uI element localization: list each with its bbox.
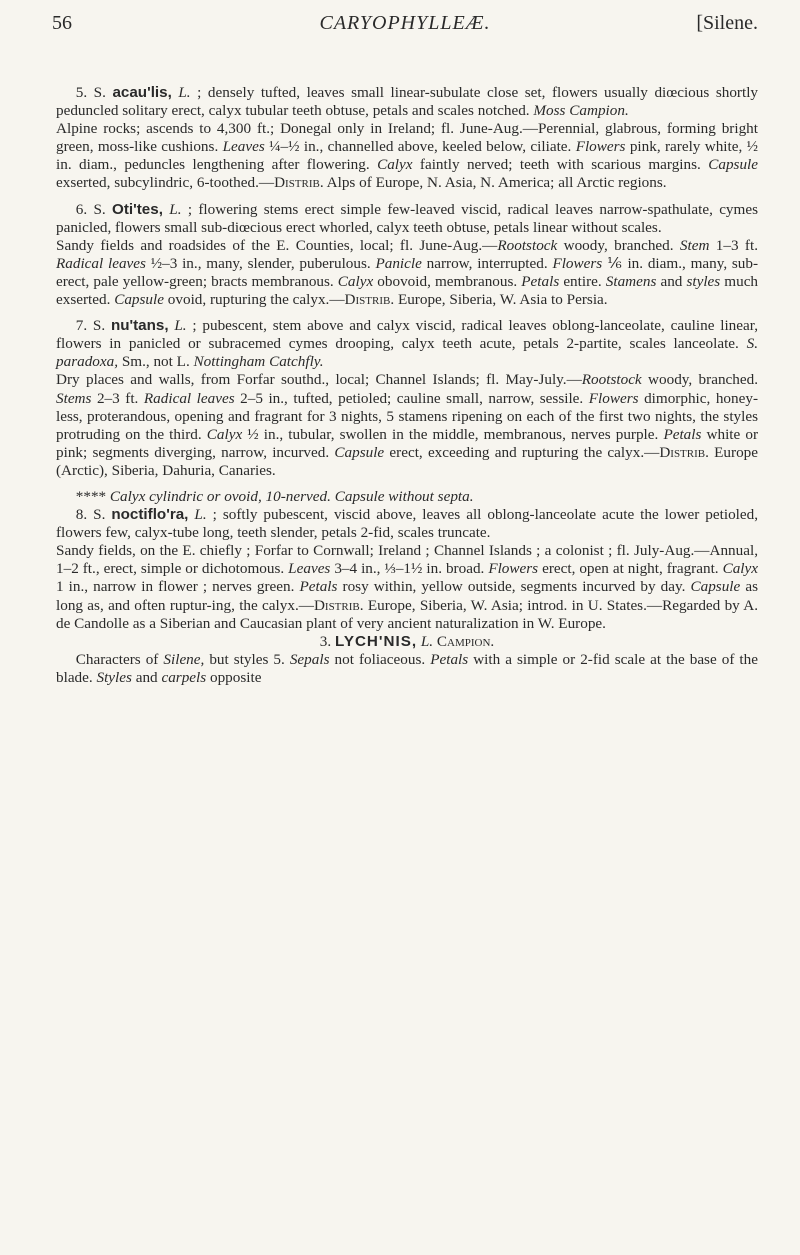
- distrib-text: Europe (Arctic), Siberia, Dahuria, Canaries.: [56, 443, 759, 479]
- species-6-entry: [56, 201, 758, 237]
- group-stars: ****: [75, 487, 107, 505]
- species-name: acau'lis,: [112, 84, 172, 101]
- genus-text-6: opposite: [206, 668, 262, 686]
- label-radical-leaves: Radical leaves: [143, 389, 235, 407]
- label-flowers: Flowers: [588, 389, 639, 407]
- common-name: Moss Campion.: [533, 102, 629, 120]
- species-8-details: [56, 542, 758, 632]
- label-capsule: Capsule: [114, 291, 164, 309]
- rootstock-text: woody, branched.: [641, 371, 758, 389]
- genus-description: [56, 651, 758, 687]
- label-flowers: Flowers: [575, 138, 626, 156]
- group-heading: [56, 488, 758, 506]
- label-rootstock: Rootstock: [581, 371, 642, 389]
- distrib-text: Europe, Siberia, W. Asia to Persia.: [394, 291, 608, 309]
- stem-text: 1–3 ft.: [709, 236, 758, 254]
- running-title: CARYOPHYLLEÆ.: [319, 12, 491, 34]
- species-author: L.: [178, 84, 191, 101]
- synonym-tail: Sm., not L.: [118, 353, 190, 371]
- petals-text: rosy within, yellow outside, segments incurved by day.: [337, 578, 686, 596]
- distrib-label: Distrib.: [313, 596, 364, 614]
- petals-text: white or pink; segments diverging, narrow, incurved.: [56, 425, 759, 461]
- genus-author: L.: [420, 632, 434, 650]
- habitat-text: Dry places and walls, from Forfar southd., local; Channel Islands; fl. May-July.—: [56, 371, 582, 389]
- rootstock-text: woody, branched.: [557, 236, 674, 254]
- species-number: 7. S.: [75, 317, 106, 335]
- flowers-text: erect, open at night, fragrant.: [538, 560, 719, 578]
- panicle-text: narrow, interrupted.: [421, 254, 548, 272]
- distrib-text: Europe, Siberia, W. Asia; introd. in U. States.—Regarded by A. de Candolle as a Siberian and Caucasian plant of very ancient naturalization in W. Europe.: [56, 596, 758, 632]
- label-panicle: Panicle: [375, 254, 422, 272]
- species-8-entry: [56, 506, 758, 542]
- label-silene: Silene,: [163, 650, 205, 668]
- label-stamens: Stamens: [605, 272, 657, 290]
- species-description: ; densely tufted, leaves small linear-subulate close set, flowers usually diœcious shortly peduncled solitary erect, calyx tubular teeth obtuse, petals and scales notched.: [56, 84, 759, 120]
- label-sepals: Sepals: [289, 650, 330, 668]
- genus-text-3: not foliaceous.: [329, 650, 431, 668]
- genus-heading: [56, 633, 758, 651]
- species-author: L.: [169, 200, 182, 218]
- species-6-details: [56, 237, 758, 309]
- label-petals: Petals: [430, 650, 469, 668]
- label-radical-leaves: Radical leaves: [56, 254, 146, 272]
- species-5-details: [56, 120, 758, 192]
- habitat-text: Sandy fields and roadsides of the E. Counties, local; fl. June-Aug.—: [56, 236, 498, 254]
- label-calyx: Calyx: [377, 156, 413, 174]
- species-number: 8. S.: [75, 506, 106, 524]
- label-stems: Stems: [56, 389, 92, 407]
- genus-number: 3.: [319, 632, 332, 650]
- genus-name: LYCH'NIS,: [334, 632, 418, 650]
- species-7-details: [56, 371, 758, 480]
- section-label: [Silene.: [696, 12, 758, 34]
- label-flowers: Flowers: [552, 254, 603, 272]
- species-name: Oti'tes,: [112, 200, 163, 218]
- species-author: L.: [174, 317, 187, 335]
- common-name: Nottingham Catchfly.: [193, 353, 324, 371]
- page-body: [56, 84, 758, 687]
- petals-text: entire.: [559, 272, 602, 290]
- species-number: 5. S.: [75, 84, 106, 101]
- label-leaves: Leaves: [288, 560, 331, 578]
- distrib-label: Distrib.: [274, 174, 324, 192]
- label-petals: Petals: [663, 425, 702, 443]
- label-stem: Stem: [679, 236, 710, 254]
- label-petals: Petals: [521, 272, 560, 290]
- species-description: ; flowering stems erect simple few-leaved viscid, radical leaves narrow-spathulate, cymes panicled, flowers small sub-diœcious erect whorled, calyx teeth obtuse, petals linear without scales.: [56, 200, 758, 236]
- species-description: ; softly pubescent, viscid above, leaves all oblong-lanceolate acute the lower petioled, flowers few, calyx-tube long, teeth slender, petals 2-fid, scales truncate.: [56, 506, 759, 542]
- label-capsule: Capsule: [708, 156, 759, 174]
- distrib-text: Alps of Europe, N. Asia, N. America; all Arctic regions.: [323, 174, 667, 192]
- genus-text-2: but styles 5.: [204, 650, 290, 668]
- species-number: 6. S.: [75, 200, 106, 218]
- capsule-text: erect, exceeding and rupturing the calyx.—: [384, 443, 660, 461]
- label-flowers: Flowers: [488, 560, 539, 578]
- group-text: Calyx cylindric or ovoid, 10-nerved. Capsule without septa.: [106, 487, 474, 505]
- flowers-text: pink, rarely white, ½ in. diam., peduncles lengthening after flowering.: [56, 138, 759, 174]
- leaves-text: 3–4 in., ⅓–1½ in. broad.: [330, 560, 485, 578]
- habitat-text: Alpine rocks; ascends to 4,300 ft.; Donegal only in Ireland; fl. June-Aug.—Perennial, glabrous, forming bright green, moss-like cushions.: [56, 120, 758, 156]
- distrib-label: Distrib.: [344, 291, 395, 309]
- label-capsule: Capsule: [690, 578, 741, 596]
- label-rootstock: Rootstock: [497, 236, 558, 254]
- calyx-text: 1 in., narrow in flower ; nerves green.: [56, 578, 295, 596]
- label-petals: Petals: [299, 578, 338, 596]
- distrib-label: Distrib.: [659, 443, 709, 461]
- conjunction-text: and: [656, 272, 687, 290]
- radical-leaves-text: ½–3 in., many, slender, puberulous.: [145, 254, 371, 272]
- label-calyx: Calyx: [722, 560, 759, 578]
- species-author: L.: [194, 506, 207, 524]
- habitat-text: Sandy fields, on the E. chiefly ; Forfar to Cornwall; Ireland ; Channel Islands ; a colonist ; fl. July-Aug.—Annual, 1–2 ft., erect, simple or dichotomous.: [56, 542, 758, 578]
- species-description: ; pubescent, stem above and calyx viscid, radical leaves oblong-lanceolate, cauline linear, flowers in panicled or subracemed cymes drooping, calyx teeth acute, petals 2-partite, scales lanceolate.: [56, 317, 758, 353]
- page-number: 56: [52, 12, 72, 34]
- species-name: noctiflo'ra,: [111, 506, 189, 524]
- flowers-text: dimorphic, honey-less, proterandous, opening and fragrant for 3 nights, 5 stamens ripening on each of the first two nights, the styles protruding on the third.: [56, 389, 759, 443]
- genus-common-name: Campion.: [436, 632, 495, 650]
- synonym: S. paradoxa,: [56, 335, 758, 371]
- label-capsule: Capsule: [334, 443, 385, 461]
- page-header: [52, 6, 758, 40]
- label-calyx: Calyx: [337, 272, 374, 290]
- label-calyx: Calyx: [206, 425, 243, 443]
- genus-text-5: and: [131, 668, 162, 686]
- calyx-text: obovoid, membranous.: [373, 272, 518, 290]
- calyx-text: ½ in., tubular, swollen in the middle, membranous, nerves purple.: [242, 425, 659, 443]
- styles-text: much exserted.: [56, 272, 759, 309]
- label-leaves: Leaves: [222, 138, 265, 156]
- species-5-entry: [56, 84, 758, 120]
- genus-text-1: Characters of: [75, 650, 164, 668]
- stems-text: 2–3 ft.: [91, 389, 139, 407]
- radical-leaves-text: 2–5 in., tufted, petioled; cauline small, narrow, sessile.: [234, 389, 584, 407]
- species-7-entry: [56, 317, 758, 371]
- capsule-text: ovoid, rupturing the calyx.—: [164, 291, 345, 309]
- label-styles: styles: [686, 272, 721, 290]
- calyx-text: faintly nerved; teeth with scarious margins.: [412, 156, 701, 174]
- capsule-text: as long as, and often ruptur-ing, the calyx.—: [56, 578, 759, 614]
- species-name: nu'tans,: [110, 317, 169, 335]
- leaves-text: ¼–½ in., channelled above, keeled below, ciliate.: [264, 138, 572, 156]
- capsule-text: exserted, subcylindric, 6-toothed.—: [56, 174, 275, 192]
- label-styles: Styles: [96, 668, 132, 686]
- genus-text-4: with a simple or 2-fid scale at the base of the blade.: [56, 650, 758, 686]
- flowers-text: ⅙ in. diam., many, sub-erect, pale yellow-green; bracts membranous.: [56, 254, 759, 290]
- label-carpels: carpels: [161, 668, 207, 686]
